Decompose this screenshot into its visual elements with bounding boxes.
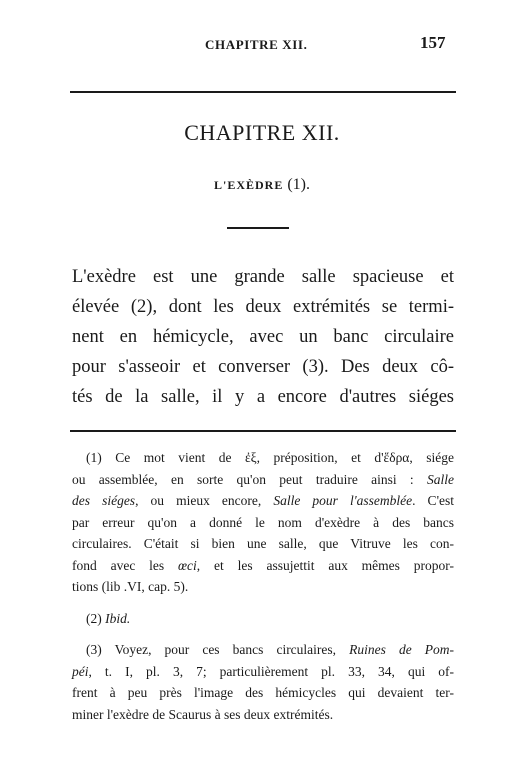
- footnote-italic: Salle: [427, 471, 454, 487]
- section-title: [0, 176, 524, 194]
- body-line: élevée (2), dont les deux extrémités se termi-: [72, 297, 454, 317]
- footnote-line: [72, 555, 454, 577]
- footnote-line: [72, 639, 454, 661]
- footnote-text: (3) Voyez, pour ces bancs circulaires,: [86, 642, 337, 657]
- footnote-rule: [70, 430, 456, 432]
- footnote-line: par erreur qu'on a donné le nom d'exèdre à des bancs: [72, 514, 454, 530]
- footnote-text: , ou mieux encore,: [135, 493, 262, 508]
- footnote-italic: œci: [178, 557, 197, 573]
- footnote-line: [72, 661, 454, 683]
- chapter-title: CHAPITRE XII.: [184, 120, 340, 145]
- footnote-line: tions (lib .VI, cap. 5).: [72, 579, 189, 594]
- footnote-line: circulaires. C'était si bien une salle, que Vitruve les con-: [72, 536, 454, 551]
- footnote-line: (1) Ce mot vient de ἐξ, préposition, et d'ἕδρα, siége: [86, 450, 454, 465]
- section-title-note: (1).: [283, 176, 310, 193]
- footnote-text: , t. I, pl. 3, 7; particulièrement pl. 33, 34, qui of-: [88, 663, 454, 679]
- footnote-text: . C'est: [412, 493, 454, 508]
- footnote-italic: Ibid.: [105, 610, 131, 626]
- footnote-3: [72, 639, 454, 725]
- footnote-italic: Salle pour l'assemblée: [273, 493, 413, 508]
- footnote-line: [72, 490, 454, 512]
- footnote-italic: péi: [72, 663, 89, 679]
- footnote-gap: [72, 598, 454, 608]
- body-line: L'exèdre est une grande salle spacieuse et: [72, 267, 454, 287]
- footnote-1: [72, 447, 454, 598]
- footnote-number: (2): [86, 610, 102, 626]
- footnote-italic: des siéges: [72, 493, 136, 508]
- footnote-line: frent à peu près l'image des hémicycles qui devaient ter-: [72, 685, 454, 700]
- footnote-text: fond avec les: [72, 557, 165, 573]
- footnote-line: miner l'exèdre de Scaurus à ses deux extrémités.: [72, 706, 334, 722]
- footnote-line: [72, 469, 454, 491]
- header-rule: [70, 91, 456, 93]
- running-head-title: CHAPITRE XII.: [205, 37, 308, 52]
- footnote-italic: Ruines de Pom-: [349, 642, 454, 657]
- page-number: 157: [420, 33, 446, 52]
- body-line: pour s'asseoir et converser (3). Des deux cô-: [72, 357, 454, 377]
- footnote-text: ou assemblée, en sorte qu'on peut traduire ainsi :: [72, 471, 414, 487]
- footnote-2: [72, 608, 454, 630]
- section-title-word: L'EXÈDRE: [213, 178, 284, 192]
- body-paragraph: [72, 262, 454, 412]
- footnotes: [72, 447, 454, 725]
- footnote-text: , et les assujettit aux mêmes propor-: [196, 557, 454, 573]
- body-line: nent en hémicycle, avec un banc circulaire: [72, 327, 454, 347]
- body-line: tés de la salle, il y a encore d'autres siéges: [72, 387, 454, 407]
- section-rule: [227, 227, 289, 229]
- footnote-gap: [72, 629, 454, 639]
